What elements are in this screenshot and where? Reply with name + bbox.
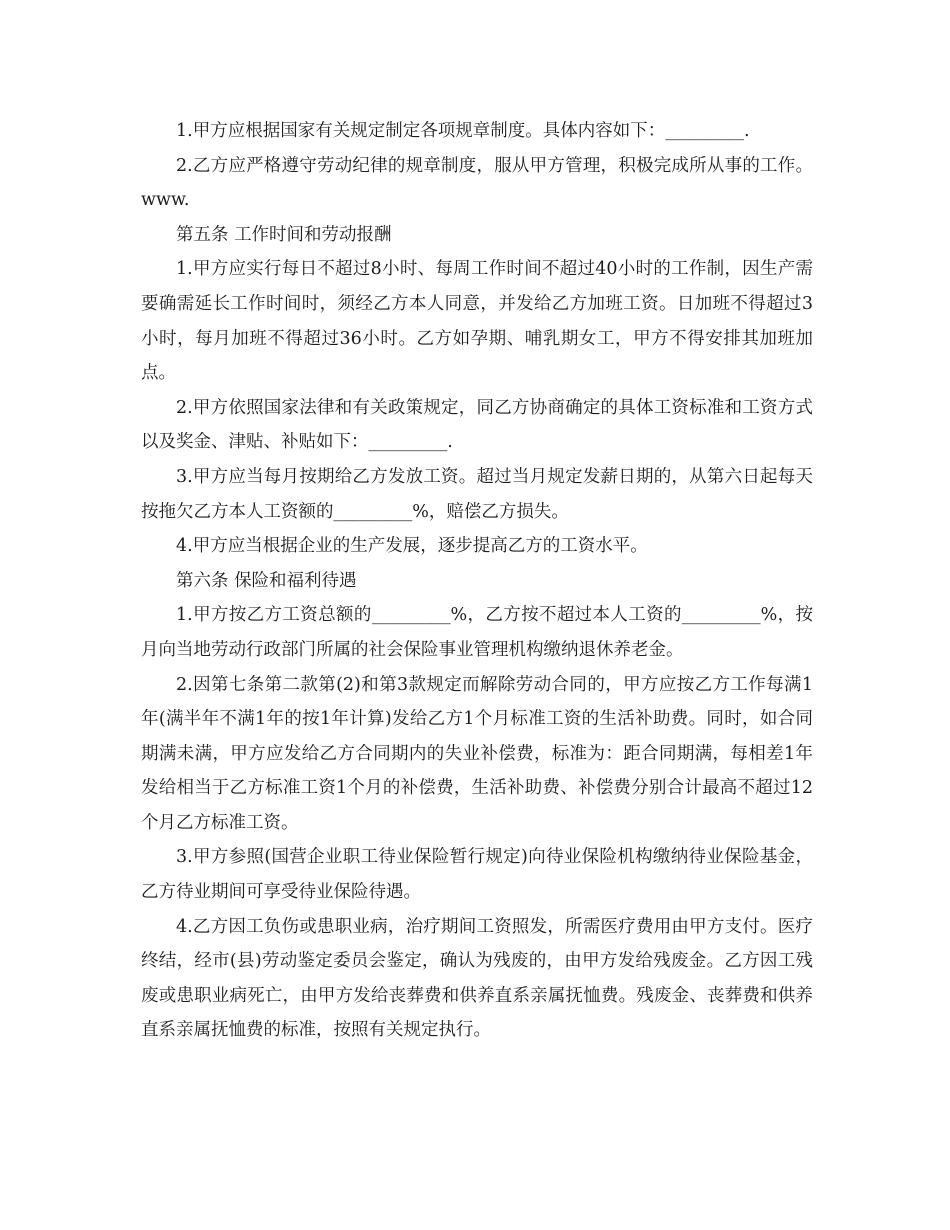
paragraph-work-injury: 4.乙方因工负伤或患职业病，治疗期间工资照发，所需医疗费用由甲方支付。医疗终结，经市(县)劳动鉴定委员会鉴定，确认为残废的，由甲方发给残废金。乙方因工残废或患职业病死亡，由甲方发给丧葬费和供养直系亲属抚恤费。残废金、丧葬费和供养直系亲属抚恤费的标准，按照有关规定执行。 xyxy=(141,916,813,1041)
paragraph-wage-payment: 3.甲方应当每月按期给乙方发放工资。超过当月规定发薪日期的，从第六日起每天按拖欠乙方本人工资额的_________%，赔偿乙方损失。 xyxy=(141,466,813,522)
document-body xyxy=(141,114,813,1048)
paragraph-unemployment-insurance: 3.甲方参照(国营企业职工待业保险暂行规定)向待业保险机构缴纳待业保险基金，乙方待业期间可享受待业保险待遇。 xyxy=(141,847,813,903)
paragraph-rules-content: 1.甲方应根据国家有关规定制定各项规章制度。具体内容如下：_________. xyxy=(176,121,750,141)
paragraph-pension: 1.甲方按乙方工资总额的_________%，乙方按不超过本人工资的_________%，按月向当地劳动行政部门所属的社会保险事业管理机构缴纳退休养老金。 xyxy=(141,605,813,660)
paragraph-discipline: 2.乙方应严格遵守劳动纪律的规章制度，服从甲方管理，积极完成所从事的工作。www. xyxy=(141,155,813,211)
section-heading-article-6: 第六条 保险和福利待遇 xyxy=(176,570,357,591)
paragraph-working-hours: 1.甲方应实行每日不超过8小时、每周工作时间不超过40小时的工作制，因生产需要确需延长工作时间时，须经乙方本人同意，并发给乙方加班工资。日加班不得超过3小时，每月加班不得超过36小时。乙方如孕期、哺乳期女工，甲方不得安排其加班加点。 xyxy=(141,259,813,384)
paragraph-wage-standard: 2.甲方依照国家法律和有关政策规定，同乙方协商确定的具体工资标准和工资方式以及奖金、津贴、补贴如下：_________. xyxy=(141,397,813,453)
section-heading-article-5: 第五条 工作时间和劳动报酬 xyxy=(176,224,392,245)
paragraph-living-subsidy: 2.因第七条第二款第(2)和第3款规定而解除劳动合同的，甲方应按乙方工作每满1年(满半年不满1年的按1年计算)发给乙方1个月标准工资的生活补助费。同时，如合同期满未满，甲方应发给乙方合同期内的失业补偿费，标准为：距合同期满，每相差1年发给相当于乙方标准工资1个月的补偿费，生活补助费、补偿费分别合计最高不超过12个月乙方标准工资。 xyxy=(141,674,813,833)
paragraph-wage-increase: 4.甲方应当根据企业的生产发展，逐步提高乙方的工资水平。 xyxy=(176,536,648,557)
